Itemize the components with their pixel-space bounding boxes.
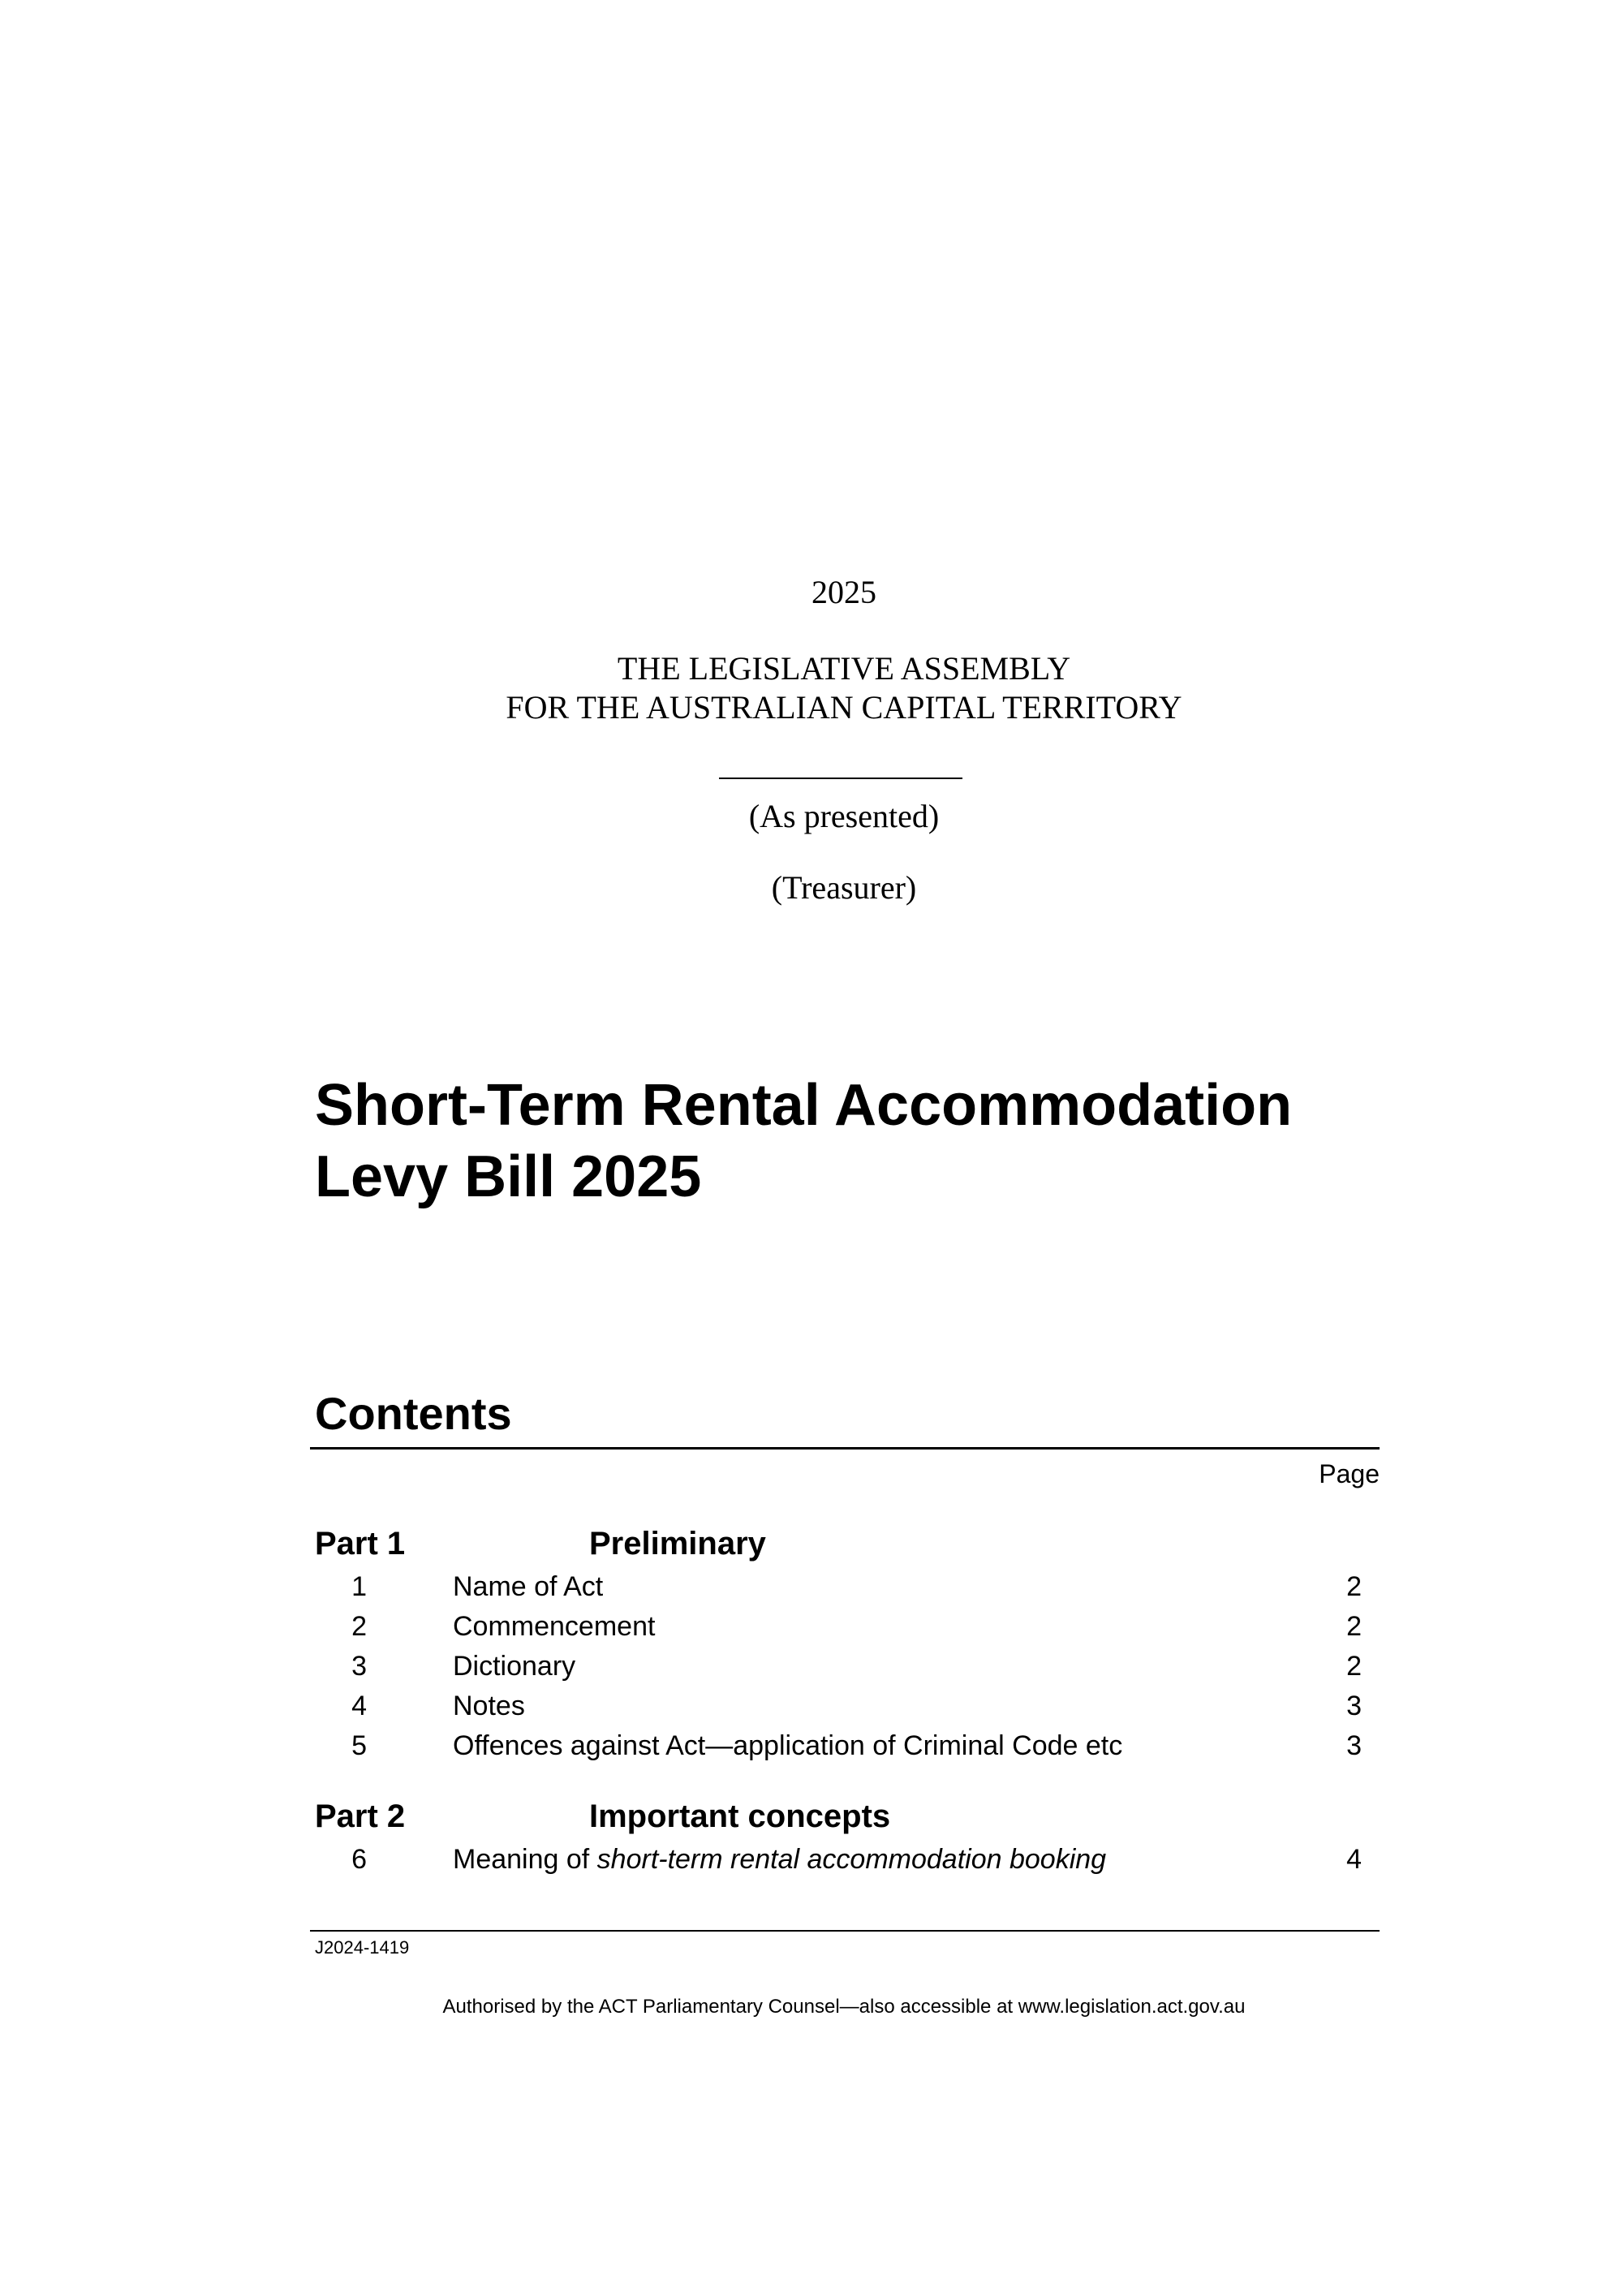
toc-entry[interactable] [315,1691,1371,1730]
footer-rule [310,1930,1380,1932]
toc-entry-title: Dictionary [453,1651,576,1682]
toc-entry-title-plain: Meaning of [453,1844,597,1875]
document-id: J2024-1419 [315,1937,410,1958]
toc-entry[interactable] [315,1844,1371,1883]
authorisation-notice: Authorised by the ACT Parliamentary Counsel—also accessible at www.legislation.act.gov.au [442,1996,1246,2018]
toc-entry-title: Commencement [453,1611,656,1642]
toc-entry-page: 2 [1346,1571,1362,1602]
toc-entry-page: 2 [1346,1651,1362,1682]
toc-entry-page: 3 [1346,1730,1362,1761]
header-divider [719,778,962,779]
toc-entry[interactable] [315,1730,1371,1769]
toc-entry-title: Name of Act [453,1571,604,1602]
part-2-label[interactable]: Part 2 [315,1798,406,1834]
toc-entry-number: 1 [351,1571,367,1602]
part-1-label[interactable]: Part 1 [315,1526,406,1562]
toc-entry[interactable] [315,1651,1371,1690]
part-1-name[interactable]: Preliminary [589,1526,766,1562]
bill-title [315,1070,1292,1213]
contents-heading: Contents [315,1388,512,1439]
bill-year: 2025 [812,574,876,610]
toc-entry-page: 4 [1346,1844,1362,1875]
assembly-line-1: THE LEGISLATIVE ASSEMBLY [617,650,1071,687]
assembly-line-2: FOR THE AUSTRALIAN CAPITAL TERRITORY [506,689,1182,726]
toc-entry-title: Offences against Act—application of Criminal Code etc [453,1730,1123,1761]
contents-rule [310,1447,1380,1450]
toc-entry-number: 4 [351,1691,367,1721]
bill-title-line-2: Levy Bill 2025 [315,1144,702,1209]
toc-entry-number: 2 [351,1611,367,1642]
toc-entry[interactable] [315,1611,1371,1650]
toc-entry-page: 3 [1346,1691,1362,1721]
toc-entry-title: Notes [453,1691,525,1721]
toc-entry-number: 3 [351,1651,367,1682]
bill-title-line-1: Short-Term Rental Accommodation [315,1073,1293,1138]
bill-status: (As presented) [748,798,940,834]
toc-entry-title-defined-term: short-term rental accommodation booking [596,1844,1107,1875]
page-column-label: Page [1319,1459,1380,1488]
part-2-name[interactable]: Important concepts [589,1798,891,1834]
toc-entry[interactable] [315,1571,1371,1610]
bill-sponsor: (Treasurer) [771,869,917,906]
toc-entry-number: 5 [351,1730,367,1761]
toc-entry-number: 6 [351,1844,367,1875]
toc-entry-page: 2 [1346,1611,1362,1642]
toc-entry-title [453,1844,1106,1876]
